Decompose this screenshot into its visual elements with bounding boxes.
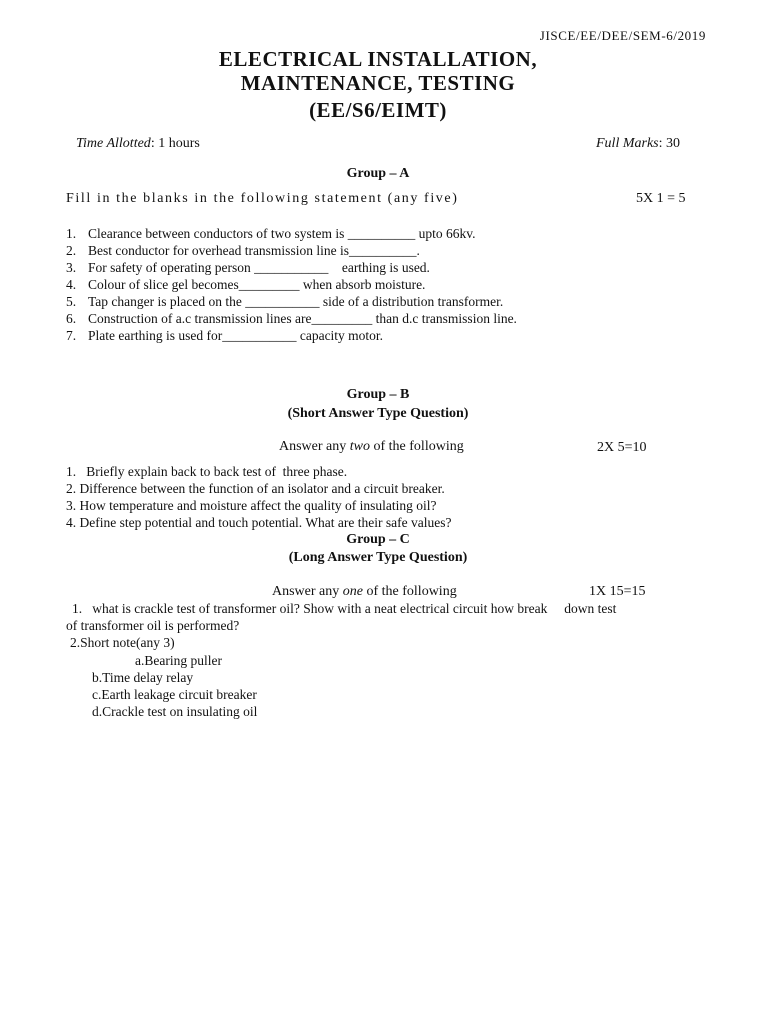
group-b-marks: 2X 5=10: [597, 440, 647, 455]
time-allotted: [76, 136, 200, 152]
group-c-question-1-line-1: 1. what is crackle test of transformer oil? Show with a neat electrical circuit how break down test: [72, 601, 617, 616]
paper-code: JISCE/EE/DEE/SEM-6/2019: [539, 28, 706, 43]
short-note-item-b: b.Time delay relay: [92, 670, 194, 685]
question-text: Best conductor for overhead transmission line is__________.: [88, 243, 420, 258]
instruction-emphasis: two: [349, 439, 370, 454]
group-b-question-4: 4. Define step potential and touch potential. What are their safe values?: [66, 515, 452, 530]
group-a-question-7: [66, 328, 383, 344]
short-note-item-d: d.Crackle test on insulating oil: [92, 704, 258, 719]
title-line-1: ELECTRICAL INSTALLATION,: [218, 47, 538, 71]
group-c-subheading: (Long Answer Type Question): [288, 550, 468, 565]
instruction-emphasis: one: [342, 584, 363, 599]
question-number: 4.: [66, 277, 77, 292]
marks-label: Full Marks: [596, 136, 659, 151]
question-text: Clearance between conductors of two system is __________ upto 66kv.: [88, 226, 476, 241]
group-a-question-4: [66, 277, 425, 293]
question-number: 3.: [66, 260, 77, 275]
question-text: Plate earthing is used for___________ capacity motor.: [88, 328, 384, 343]
group-b-instruction: [279, 439, 464, 455]
question-number: 6.: [66, 311, 77, 326]
question-number: 7.: [66, 328, 77, 343]
title-line-2: MAINTENANCE, TESTING: [240, 71, 516, 95]
question-text: For safety of operating person ___________ earthing is used.: [88, 260, 430, 275]
question-number: 1.: [66, 226, 77, 241]
group-a-marks: 5X 1 = 5: [636, 191, 686, 206]
group-c-heading: Group – C: [346, 532, 410, 547]
marks-value: : 30: [658, 136, 680, 151]
instruction-text: Answer any: [279, 439, 350, 454]
group-c-instruction: [272, 584, 457, 600]
group-a-instruction: Fill in the blanks in the following statement (any five): [66, 191, 459, 206]
short-note-item-c: c.Earth leakage circuit breaker: [92, 687, 257, 702]
group-c-marks: 1X 15=15: [589, 584, 646, 599]
group-a-question-2: [66, 243, 420, 259]
group-a-heading: Group – A: [346, 166, 410, 181]
question-number: 5.: [66, 294, 77, 309]
group-b-question-3: 3. How temperature and moisture affect the quality of insulating oil?: [66, 498, 437, 513]
question-text: Colour of slice gel becomes_________ when absorb moisture.: [88, 277, 426, 292]
question-text: Tap changer is placed on the ___________ side of a distribution transformer.: [88, 294, 504, 309]
group-a-question-1: [66, 226, 476, 242]
group-a-question-6: [66, 311, 517, 327]
question-text: Construction of a.c transmission lines are_________ than d.c transmission line.: [88, 311, 517, 326]
group-c-question-2: 2.Short note(any 3): [70, 635, 175, 650]
group-b-subheading: (Short Answer Type Question): [287, 406, 469, 421]
time-label: Time Allotted: [76, 136, 151, 151]
question-number: 2.: [66, 243, 77, 258]
group-b-question-2: 2. Difference between the function of an isolator and a circuit breaker.: [66, 481, 445, 496]
group-c-question-1-line-2: of transformer oil is performed?: [66, 618, 240, 633]
group-b-heading: Group – B: [346, 387, 410, 402]
group-a-question-3: [66, 260, 430, 276]
instruction-text: of the following: [370, 439, 464, 454]
instruction-text: of the following: [362, 584, 457, 599]
group-a-question-5: [66, 294, 503, 310]
short-note-item-a: a.Bearing puller: [135, 653, 222, 668]
full-marks: [596, 136, 680, 152]
group-b-question-1: 1. Briefly explain back to back test of three phase.: [66, 464, 348, 479]
time-value: : 1 hours: [150, 136, 200, 151]
instruction-text: Answer any: [272, 584, 343, 599]
title-line-3: (EE/S6/EIMT): [309, 98, 447, 122]
